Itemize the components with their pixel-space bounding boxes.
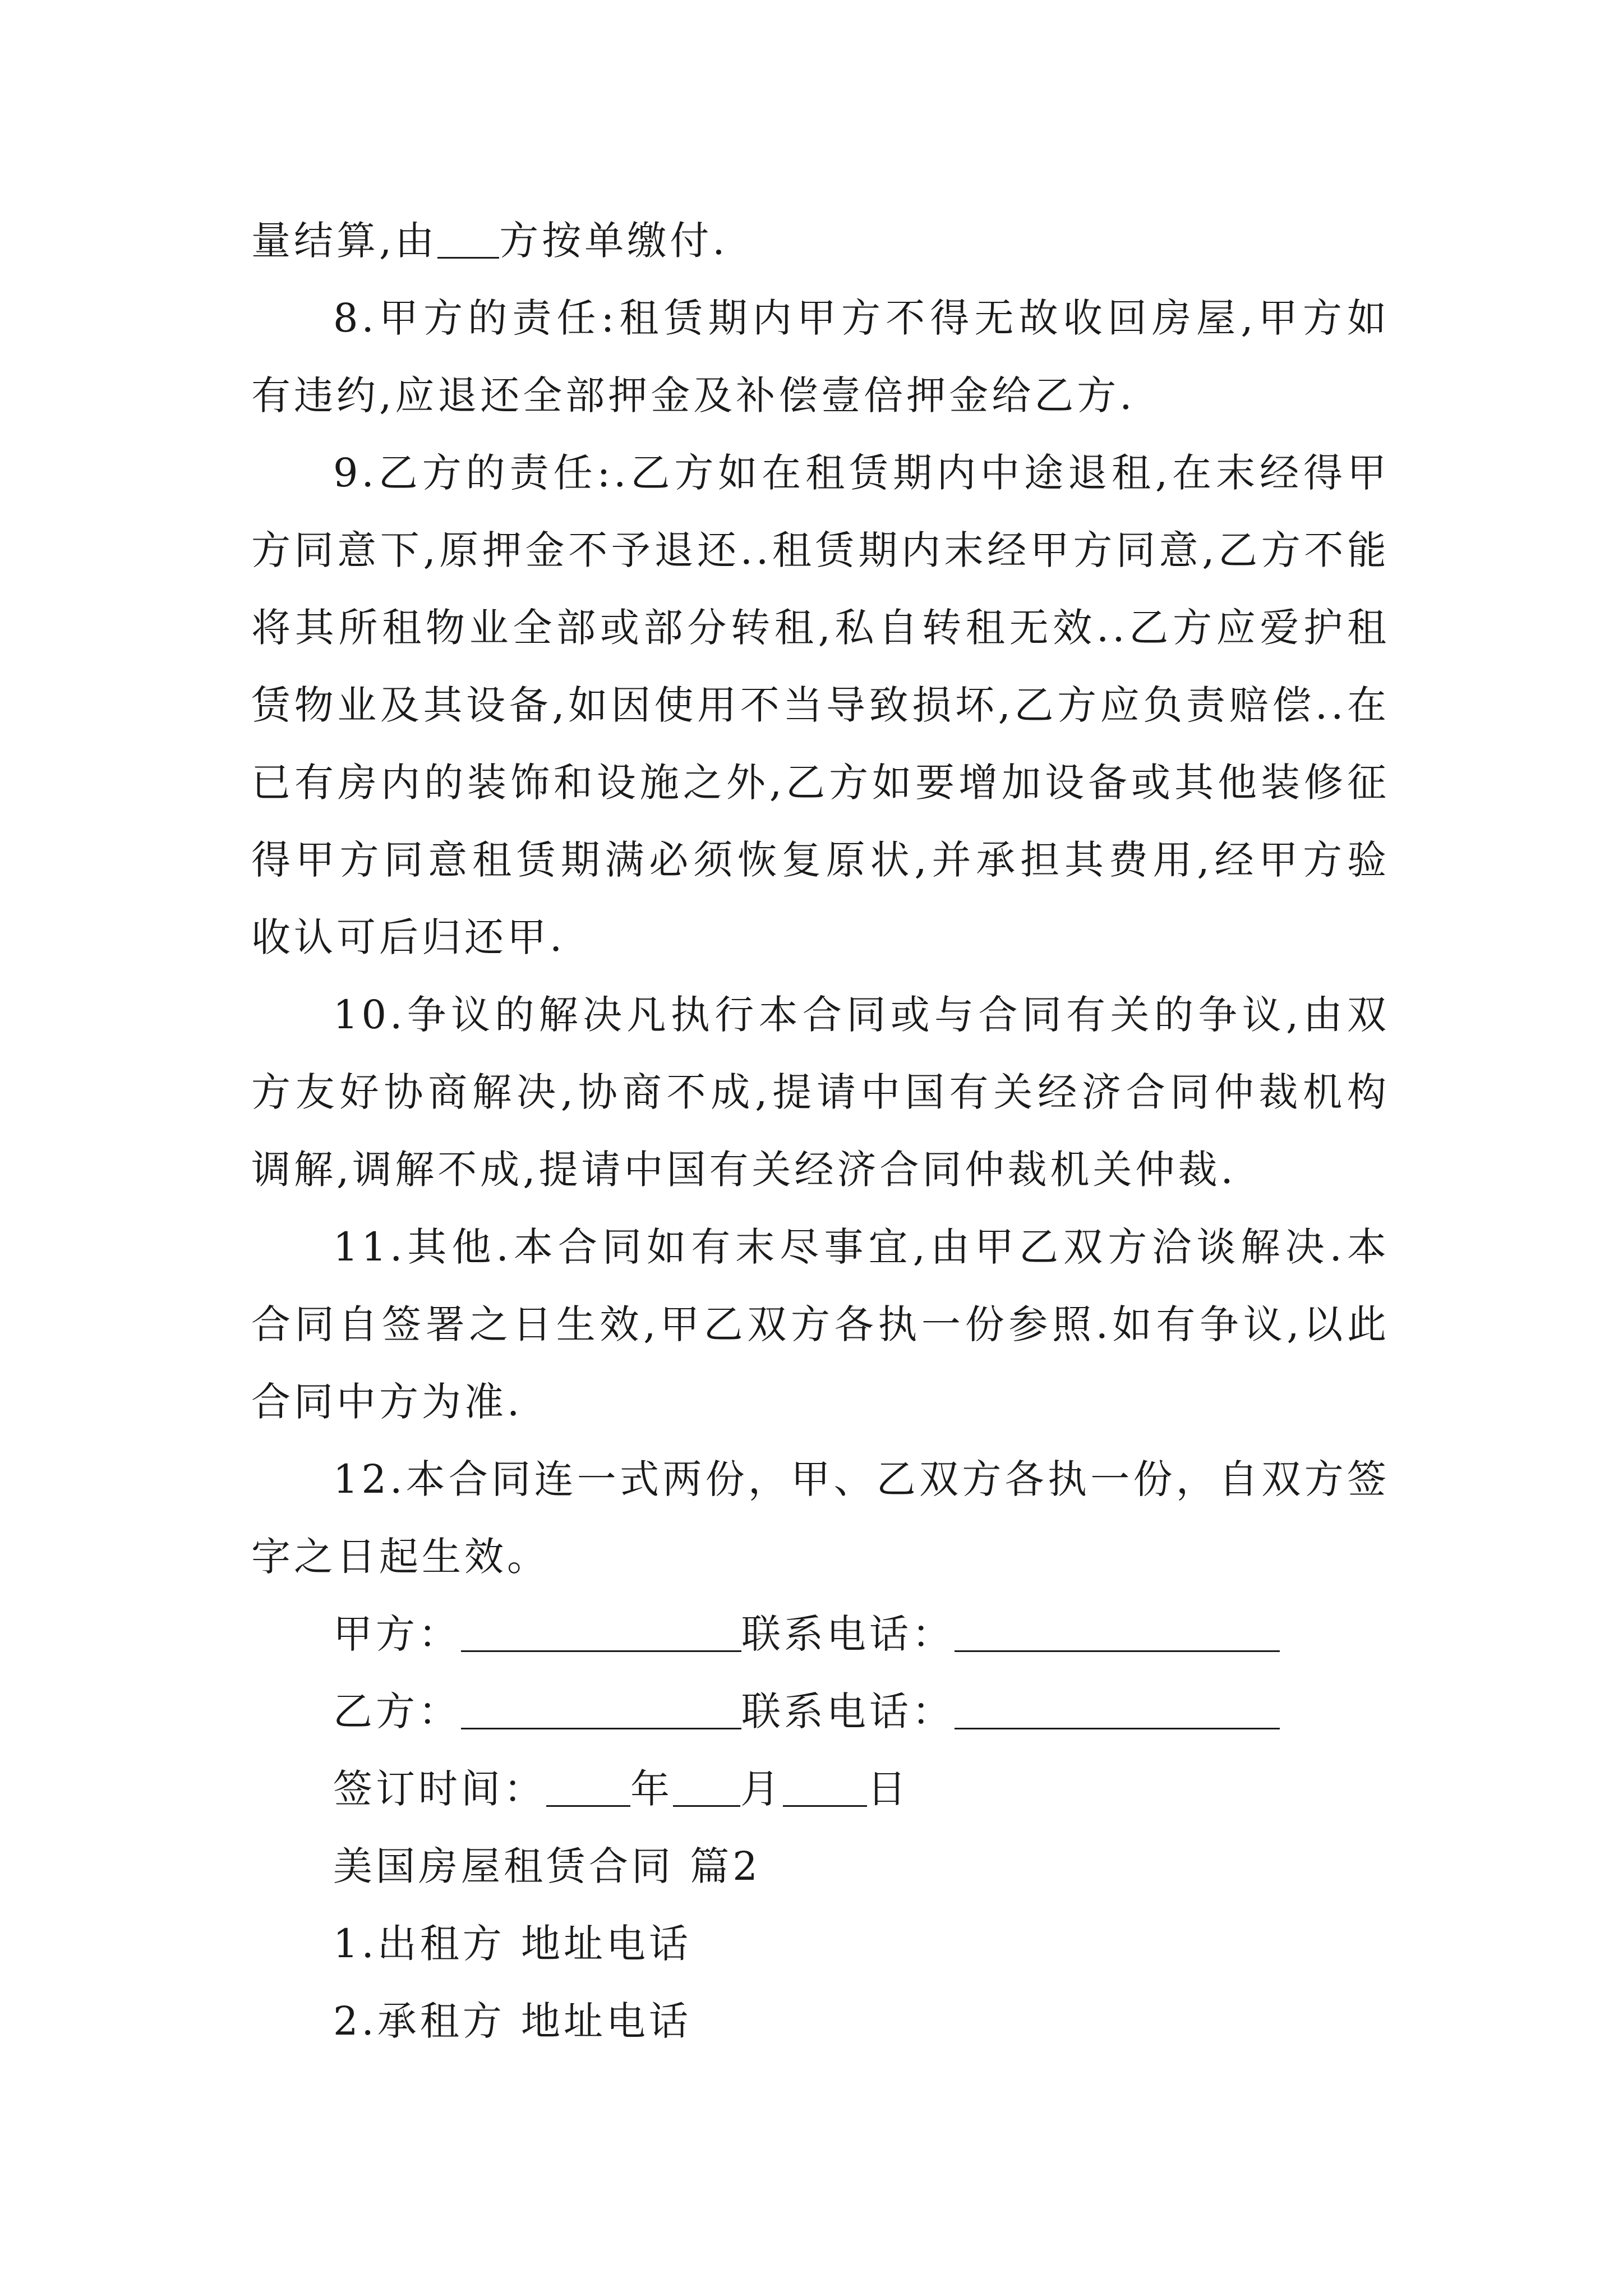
day-blank — [783, 1766, 867, 1807]
clause-8: 8.甲方的责任:租赁期内甲方不得无故收回房屋,甲方如有违约,应退还全部押金及补偿壹倍押金给乙方. — [251, 295, 1390, 418]
party-b-signature-line — [251, 1673, 1390, 1750]
signing-date-line — [251, 1750, 1390, 1828]
month-label: 月 — [740, 1766, 783, 1812]
year-blank — [546, 1766, 630, 1807]
party-a-phone-label: 联系电话： — [741, 1611, 955, 1657]
day-label: 日 — [867, 1766, 910, 1812]
party-b-phone-blank — [955, 1688, 1280, 1729]
party-b-phone-label: 联系电话： — [741, 1688, 955, 1734]
year-label: 年 — [630, 1766, 673, 1812]
clause-9: 9.乙方的责任:.乙方如在租赁期内中途退租,在末经得甲方同意下,原押金不予退还..租赁期内末经甲方同意,乙方不能将其所租物业全部或部分转租,私自转租无效..乙方应爱护租赁物业及其设备,如因使用不当导致损坏,乙方应负责赔偿..在已有房内的装饰和设施之外,乙方如要增加设备或其他装修征得甲方同意租赁期满必须恢复原状,并承担其费用,经甲方验收认可后归还甲. — [251, 450, 1390, 960]
clause-10: 10.争议的解决凡执行本合同或与合同有关的争议,由双方友好协商解决,协商不成,提请中国有关经济合同仲裁机构调解,调解不成,提请中国有关经济合同仲裁机关仲裁. — [251, 992, 1390, 1193]
list-item-lessor: 1.出租方 地址电话 — [333, 1921, 692, 1967]
list-item-lessee: 2.承租方 地址电话 — [333, 1998, 692, 2044]
signing-date-label: 签订时间： — [333, 1766, 546, 1812]
settlement-text-pre: 量结算,由 — [251, 218, 438, 264]
clause-12: 12.本合同连一式两份，甲、乙双方各执一份，自双方签字之日起生效。 — [251, 1456, 1390, 1580]
settlement-text-post: 方按单缴付. — [499, 218, 728, 264]
clause-11: 11.其他.本合同如有末尽事宜,由甲乙双方洽谈解决.本合同自签署之日生效,甲乙双方各执一份参照.如有争议,以此合同中方为准. — [251, 1224, 1390, 1425]
settlement-blank — [437, 218, 499, 259]
paragraph-settlement — [251, 202, 1390, 279]
section-title: 美国房屋租赁合同 篇2 — [333, 1843, 761, 1889]
party-a-blank — [461, 1611, 741, 1652]
party-a-signature-line — [251, 1595, 1390, 1673]
month-blank — [673, 1766, 740, 1807]
party-b-label: 乙方： — [333, 1688, 461, 1734]
party-a-label: 甲方： — [333, 1611, 461, 1657]
document-body — [251, 202, 1390, 2060]
party-a-phone-blank — [955, 1611, 1280, 1652]
party-b-blank — [461, 1688, 741, 1729]
